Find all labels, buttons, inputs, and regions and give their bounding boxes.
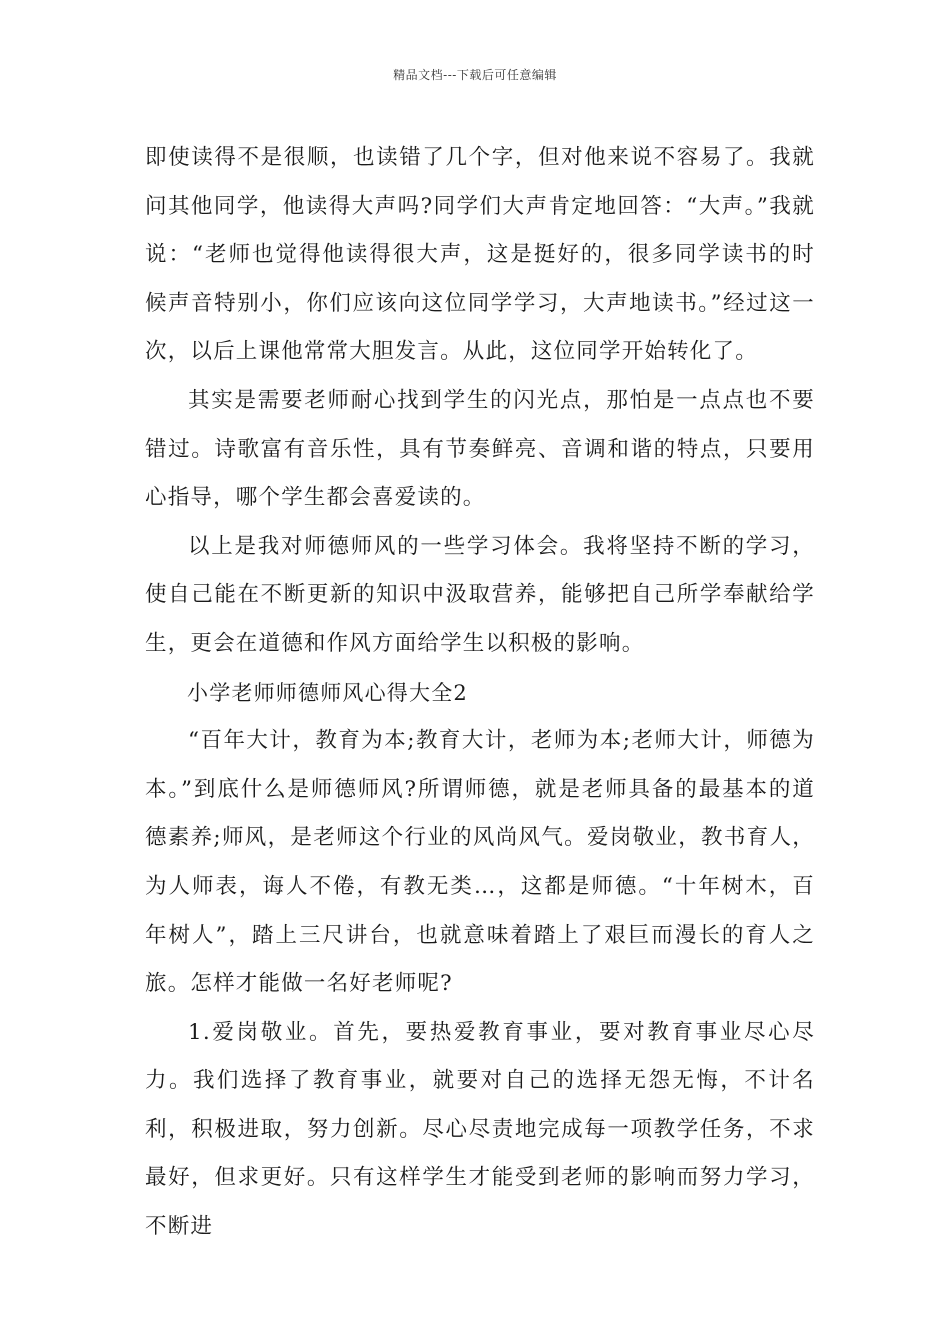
paragraph-1: 即使读得不是很顺，也读错了几个字，但对他来说不容易了。我就问其他同学，他读得大声吗?同学们大声肯定地回答：“大声。”我就说：“老师也觉得他读得很大声，这是挺好的，很多同学读书的时候声音特别小，你们应该向这位同学学习，大声地读书。”经过这一次，以后上课他常常大胆发言。从此，这位同学开始转化了。 — [145, 145, 815, 365]
page-header: 精品文档---下载后可任意编辑 — [393, 68, 557, 82]
document-body — [145, 134, 815, 1252]
section-heading: 小学老师师德师风心得大全2 — [187, 680, 468, 705]
paragraph-4: “百年大计，教育为本;教育大计，老师为本;老师大计，师德为本。”到底什么是师德师风?所谓师德，就是老师具备的最基本的道德素养;师风，是老师这个行业的风尚风气。爱岗敬业，教书育人，为人师表，诲人不倦，有教无类…，这都是师德。“十年树木，百年树人”，踏上三尺讲台，也就意味着踏上了艰巨而漫长的育人之旅。怎样才能做一名好老师呢? — [145, 728, 815, 997]
paragraph-5: 1.爱岗敬业。首先，要热爱教育事业，要对教育事业尽心尽力。我们选择了教育事业，就要对自己的选择无怨无悔，不计名利，积极进取，努力创新。尽心尽责地完成每一项教学任务，不求最好，但求更好。只有这样学生才能受到老师的影响而努力学习，不断进 — [145, 1019, 815, 1240]
paragraph-2: 其实是需要老师耐心找到学生的闪光点，那怕是一点点也不要错过。诗歌富有音乐性，具有节奏鲜亮、音调和谐的特点，只要用心指导，哪个学生都会喜爱读的。 — [145, 387, 815, 511]
paragraph-3: 以上是我对师德师风的一些学习体会。我将坚持不断的学习，使自己能在不断更新的知识中汲取营养，能够把自己所学奉献给学生，更会在道德和作风方面给学生以积极的影响。 — [145, 533, 815, 656]
